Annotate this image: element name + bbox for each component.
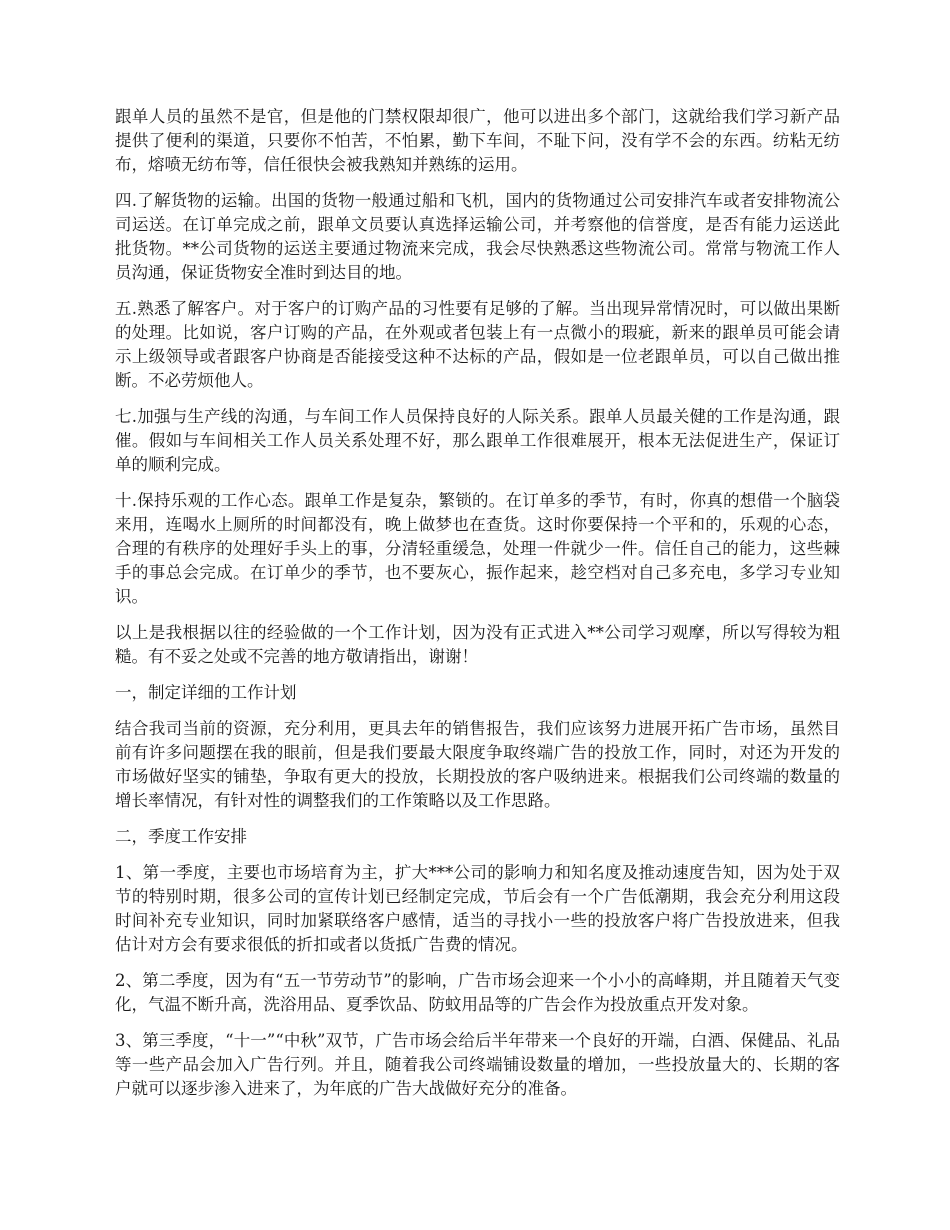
paragraph-production-communication: 七.加强与生产线的沟通，与车间工作人员保持良好的人际关系。跟单人员最关健的工作是沟通，跟催。假如与车间相关工作人员关系处理不好，那么跟单工作很难展开，根本无法促进生产，保证订单的顺利完成。 [115,407,840,474]
paragraph-follow-up-access: 跟单人员的虽然不是官，但是他的门禁权限却很广，他可以进出多个部门，这就给我们学习新产品提供了便利的渠道，只要你不怕苦，不怕累，勤下车间，不耻下问，没有学不会的东西。纺粘无纺布，熔喷无纺布等，信任很快会被我熟知并熟练的运用。 [115,107,840,174]
paragraph-q1: 1、第一季度，主要也市场培育为主，扩大***公司的影响力和知名度及推动速度告知，因为处于双节的特别时期，很多公司的宣传计划已经制定完成，节后会有一个广告低潮期，我会充分利用这段时间补充专业知识，同时加紧联络客户感情，适当的寻找小一些的投放客户将广告投放进来，但我估计对方会有要求很低的折扣或者以货抵广告费的情况。 [115,863,840,954]
paragraph-optimistic-attitude: 十.保持乐观的工作心态。跟单工作是复杂，繁锁的。在订单多的季节，有时，你真的想借一个脑袋来用，连喝水上厕所的时间都没有，晚上做梦也在查货。这时你要保持一个平和的，乐观的心态，合理的有秩序的处理好手头上的事，分清轻重缓急，处理一件就少一件。信任自己的能力，这些棘手的事总会完成。在订单少的季节，也不要灰心，振作起来，趁空档对自己多充电，多学习专业知识。 [115,491,840,606]
paragraph-closing-note: 以上是我根据以往的经验做的一个工作计划，因为没有正式进入**公司学习观摩，所以写得较为粗糙。有不妥之处或不完善的地方敬请指出，谢谢！ [115,623,840,666]
section-heading-work-plan: 一，制定详细的工作计划 [115,683,297,702]
paragraph-know-customers: 五.熟悉了解客户。对于客户的订购产品的习性要有足够的了解。当出现异常情况时，可以做出果断的处理。比如说，客户订购的产品，在外观或者包装上有一点微小的瑕疵，新来的跟单员可能会请示上级领导或者跟客户协商是否能接受这种不达标的产品，假如是一位老跟单员，可以自己做出推断。不必劳烦他人。 [115,299,840,390]
paragraph-shipping: 四.了解货物的运输。出国的货物一般通过船和飞机，国内的货物通过公司安排汽车或者安排物流公司运送。在订单完成之前，跟单文员要认真选择运输公司，并考察他的信誉度，是否有能力运送此批货物。**公司货物的运送主要通过物流来完成，我会尽快熟悉这些物流公司。常常与物流工作人员沟通，保证货物安全准时到达目的地。 [115,191,840,282]
paragraph-q3: 3、第三季度，“十一”“中秋”双节，广告市场会给后半年带来一个良好的开端，白酒、保健品、礼品等一些产品会加入广告行列。并且，随着我公司终端铺设数量的增加，一些投放量大的、长期的客户就可以逐步渗入进来了，为年底的广告大战做好充分的准备。 [115,1031,840,1098]
document-body [115,105,840,1113]
paragraph-q2: 2、第二季度，因为有“五一节劳动节”的影响，广告市场会迎来一个小小的高峰期，并且随着天气变化，气温不断升高，洗浴用品、夏季饮品、防蚊用品等的广告会作为投放重点开发对象。 [115,971,840,1014]
section-heading-quarterly: 二，季度工作安排 [115,827,247,846]
paragraph-ad-market: 结合我司当前的资源，充分利用，更具去年的销售报告，我们应该努力进展开拓广告市场，虽然目前有许多问题摆在我的眼前，但是我们要最大限度争取终端广告的投放工作，同时，对还为开发的市场做好坚实的铺垫，争取有更大的投放，长期投放的客户吸纳进来。根据我们公司终端的数量的增长率情况，有针对性的调整我们的工作策略以及工作思路。 [115,719,840,810]
